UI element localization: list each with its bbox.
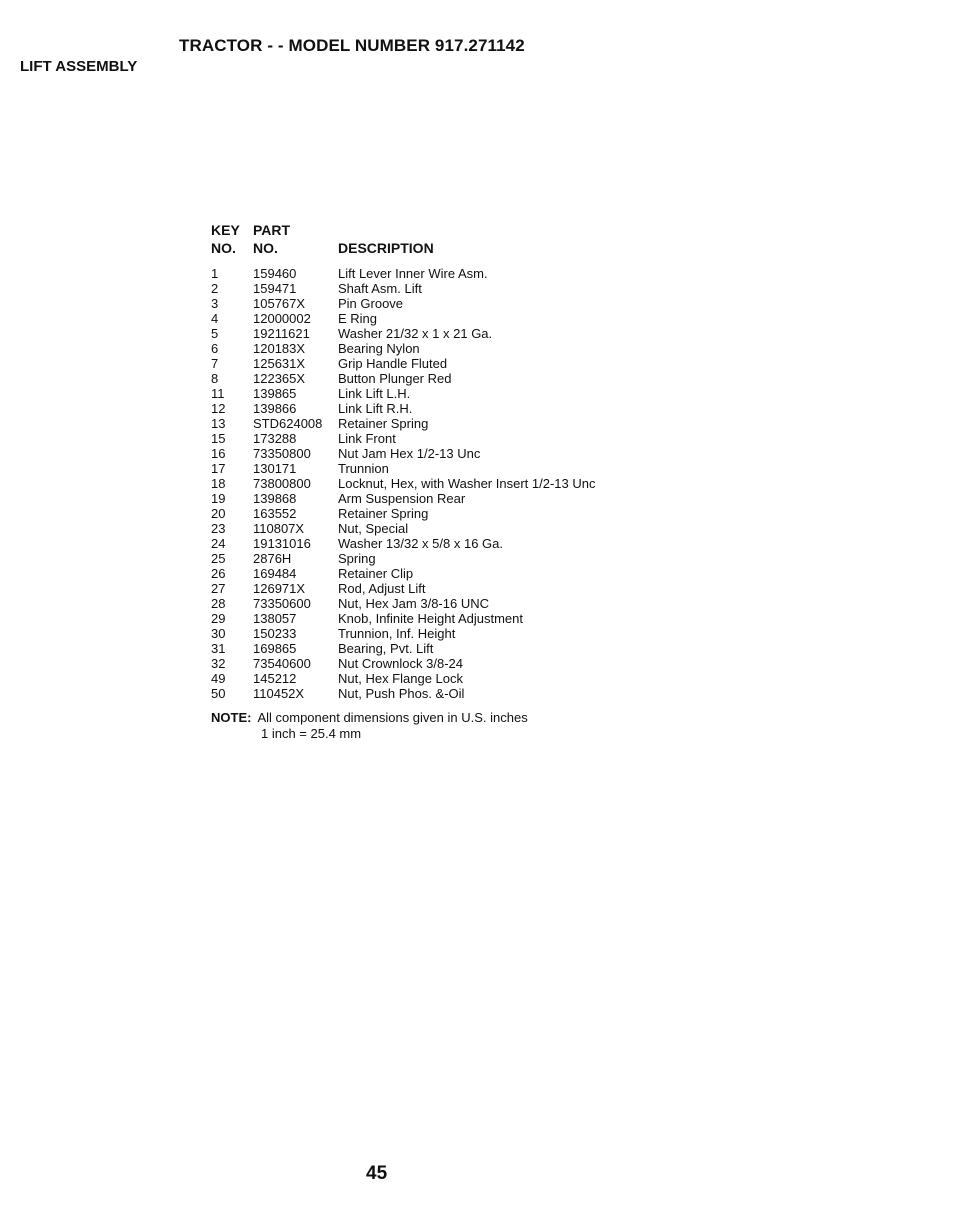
table-row <box>211 626 771 641</box>
key-number: 3 <box>211 296 219 311</box>
note-line-2: 1 inch = 25.4 mm <box>261 726 362 741</box>
table-row <box>211 266 771 281</box>
part-description: Nut, Special <box>338 521 409 536</box>
part-description: Rod, Adjust Lift <box>338 581 426 596</box>
part-description: Knob, Infinite Height Adjustment <box>338 611 524 626</box>
part-description: Nut, Hex Jam 3/8-16 UNC <box>338 596 489 611</box>
key-number: 16 <box>211 446 226 461</box>
part-number: 2876H <box>253 551 292 566</box>
table-row <box>211 596 771 611</box>
part-description: Retainer Clip <box>338 566 414 581</box>
key-number: 5 <box>211 326 219 341</box>
note <box>211 710 528 742</box>
key-number: 4 <box>211 311 219 326</box>
table-row <box>211 476 771 491</box>
part-description: Lift Lever Inner Wire Asm. <box>338 266 488 281</box>
part-number: 19211621 <box>253 326 310 341</box>
part-description: Link Lift L.H. <box>338 386 411 401</box>
part-description: Bearing, Pvt. Lift <box>338 641 434 656</box>
key-number: 26 <box>211 566 226 581</box>
key-number: 15 <box>211 431 226 446</box>
part-description: Washer 21/32 x 1 x 21 Ga. <box>338 326 493 341</box>
part-number: 139865 <box>253 386 297 401</box>
part-description: E Ring <box>338 311 378 326</box>
table-row <box>211 356 771 371</box>
table-row <box>211 491 771 506</box>
part-description: Trunnion <box>338 461 389 476</box>
part-description: Nut Jam Hex 1/2-13 Unc <box>338 446 481 461</box>
part-number: 163552 <box>253 506 297 521</box>
table-row <box>211 311 771 326</box>
part-description: Nut, Push Phos. &-Oil <box>338 686 465 701</box>
key-number: 8 <box>211 371 219 386</box>
key-number: 27 <box>211 581 226 596</box>
table-row <box>211 671 771 686</box>
part-description: Link Lift R.H. <box>338 401 413 416</box>
part-number: 145212 <box>253 671 297 686</box>
part-description: Nut Crownlock 3/8-24 <box>338 656 463 671</box>
part-description: Grip Handle Fluted <box>338 356 448 371</box>
table-row <box>211 611 771 626</box>
table-row <box>211 581 771 596</box>
section-heading: LIFT ASSEMBLY <box>20 58 138 75</box>
key-number: 18 <box>211 476 226 491</box>
table-row <box>211 446 771 461</box>
table-row <box>211 566 771 581</box>
table-row <box>211 656 771 671</box>
part-description: Bearing Nylon <box>338 341 420 356</box>
header-part: PART <box>253 222 291 238</box>
table-row <box>211 536 771 551</box>
part-description: Washer 13/32 x 5/8 x 16 Ga. <box>338 536 503 551</box>
header-description: DESCRIPTION <box>338 240 434 256</box>
part-description: Trunnion, Inf. Height <box>338 626 456 641</box>
part-description: Spring <box>338 551 376 566</box>
table-row <box>211 506 771 521</box>
part-description: Arm Suspension Rear <box>338 491 466 506</box>
note-label: NOTE: <box>211 710 252 725</box>
part-number: 150233 <box>253 626 297 641</box>
key-number: 31 <box>211 641 226 656</box>
table-row <box>211 431 771 446</box>
key-number: 23 <box>211 521 226 536</box>
part-number: 138057 <box>253 611 297 626</box>
table-row <box>211 521 771 536</box>
table-row <box>211 371 771 386</box>
key-number: 24 <box>211 536 226 551</box>
part-number: 130171 <box>253 461 297 476</box>
part-number: 110452X <box>253 686 305 701</box>
part-number: 12000002 <box>253 311 311 326</box>
part-number: 173288 <box>253 431 297 446</box>
key-number: 32 <box>211 656 226 671</box>
part-number: 73350600 <box>253 596 311 611</box>
key-number: 19 <box>211 491 226 506</box>
key-number: 1 <box>211 266 219 281</box>
header-key-no: NO. <box>211 240 236 256</box>
parts-table <box>211 266 771 701</box>
table-row <box>211 551 771 566</box>
table-row <box>211 461 771 476</box>
table-row <box>211 341 771 356</box>
part-number: 159460 <box>253 266 297 281</box>
key-number: 12 <box>211 401 226 416</box>
key-number: 13 <box>211 416 226 431</box>
part-number: 139866 <box>253 401 297 416</box>
table-row <box>211 401 771 416</box>
key-number: 49 <box>211 671 226 686</box>
part-description: Link Front <box>338 431 396 446</box>
table-row <box>211 281 771 296</box>
key-number: 30 <box>211 626 226 641</box>
key-number: 29 <box>211 611 226 626</box>
part-number: 110807X <box>253 521 305 536</box>
part-description: Shaft Asm. Lift <box>338 281 422 296</box>
key-number: 50 <box>211 686 226 701</box>
part-number: 19131016 <box>253 536 311 551</box>
part-description: Nut, Hex Flange Lock <box>338 671 464 686</box>
part-number: 169484 <box>253 566 297 581</box>
part-number: STD624008 <box>253 416 323 431</box>
part-number: 120183X <box>253 341 306 356</box>
part-description: Retainer Spring <box>338 506 429 521</box>
table-row <box>211 296 771 311</box>
header-key: KEY <box>211 222 240 238</box>
part-number: 73800800 <box>253 476 311 491</box>
table-row <box>211 641 771 656</box>
part-number: 105767X <box>253 296 306 311</box>
header-part-no: NO. <box>253 240 278 256</box>
part-number: 139868 <box>253 491 297 506</box>
table-row <box>211 326 771 341</box>
table-row <box>211 416 771 431</box>
page-title: TRACTOR - - MODEL NUMBER 917.271142 <box>179 36 525 55</box>
part-number: 169865 <box>253 641 297 656</box>
key-number: 2 <box>211 281 219 296</box>
part-number: 73540600 <box>253 656 311 671</box>
part-number: 126971X <box>253 581 306 596</box>
part-description: Retainer Spring <box>338 416 429 431</box>
key-number: 17 <box>211 461 226 476</box>
table-row <box>211 686 771 701</box>
key-number: 7 <box>211 356 219 371</box>
key-number: 25 <box>211 551 226 566</box>
part-number: 125631X <box>253 356 306 371</box>
part-description: Locknut, Hex, with Washer Insert 1/2-13 Unc <box>338 476 596 491</box>
page-number: 45 <box>366 1163 388 1184</box>
table-row <box>211 386 771 401</box>
part-number: 159471 <box>253 281 297 296</box>
part-number: 122365X <box>253 371 306 386</box>
part-number: 73350800 <box>253 446 311 461</box>
key-number: 28 <box>211 596 226 611</box>
key-number: 6 <box>211 341 219 356</box>
parts-table-header <box>211 222 711 258</box>
part-description: Button Plunger Red <box>338 371 452 386</box>
note-line-1: All component dimensions given in U.S. inches <box>257 710 528 725</box>
part-description: Pin Groove <box>338 296 404 311</box>
key-number: 20 <box>211 506 226 521</box>
key-number: 11 <box>211 386 225 401</box>
